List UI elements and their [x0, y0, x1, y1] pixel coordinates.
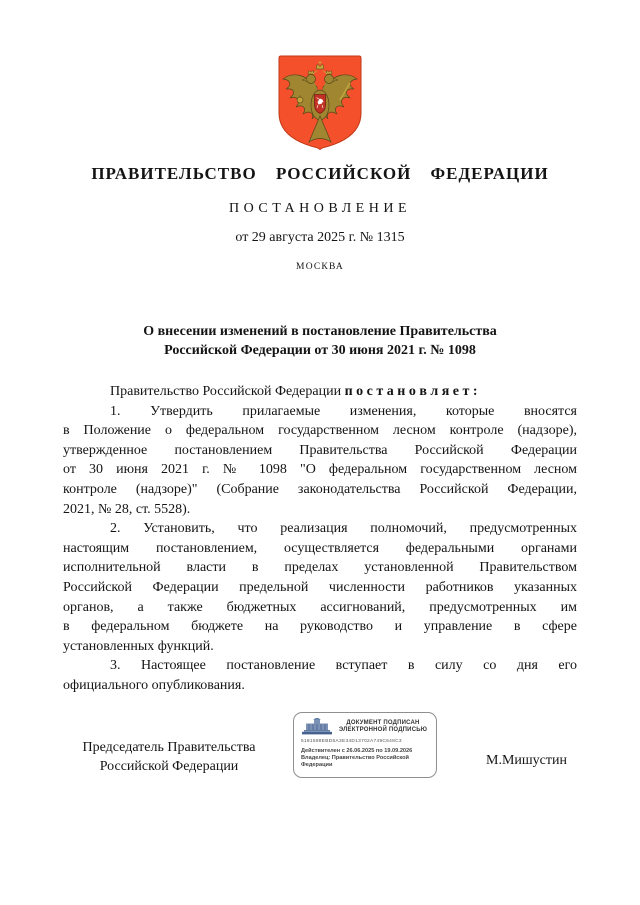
stamp-header: [301, 718, 429, 735]
text-line: ЭЛЕКТРОННОЙ ПОДПИСЬЮ: [338, 726, 428, 733]
text-line: исполнительной власти в пределах установленной Правительством: [63, 560, 577, 576]
stamp-title: [337, 720, 429, 734]
text-line: официального опубликования.: [63, 677, 245, 693]
text-line: органов, а также бюджетных ассигнований, предусмотренных им: [63, 599, 577, 615]
text-line: настоящим постановлением, осуществляется федеральными органами: [63, 540, 577, 556]
intro-emphasis-text: п о с т а н о в л я е т :: [344, 384, 478, 399]
text-line: контроле (надзоре)" (Собрание законодательства Российской Федерации,: [63, 481, 577, 497]
decree-title: [63, 322, 577, 360]
text-line: 2021, № 28, ст. 5528).: [63, 501, 191, 517]
organization-name: ПРАВИТЕЛЬСТВО РОССИЙСКОЙ ФЕДЕРАЦИИ: [91, 164, 549, 183]
text-line: Владелец: Правительство Российской: [301, 755, 409, 761]
decree-body: [63, 382, 577, 696]
text-line: Председатель Правительства: [82, 740, 256, 755]
text-line: 3. Настоящее постановление вступает в силу со дня его: [110, 658, 577, 674]
text-line: ДОКУМЕНТ ПОДПИСАН: [346, 719, 420, 726]
intro-lead-text: Правительство Российской Федерации: [110, 384, 345, 399]
text-line: в Положение о федеральном государственном лесном контроле (надзоре),: [63, 423, 577, 439]
russian-coat-of-arms-icon: [273, 53, 367, 151]
text-line: О внесении изменений в постановление Правительства: [143, 324, 497, 339]
text-line: 1. Утвердить прилагаемые изменения, которые вносятся: [110, 403, 577, 419]
paragraph-2: [63, 519, 577, 656]
text-line: Российской Федерации: [99, 758, 239, 774]
document-type-heading: ПОСТАНОВЛЕНИЕ: [228, 201, 412, 216]
signer-position: [63, 739, 275, 776]
city-label: МОСКВА: [296, 262, 344, 272]
stamp-owner: [301, 755, 429, 769]
government-building-icon: [301, 718, 333, 735]
date-and-number-line: от 29 августа 2025 г. № 1315: [235, 230, 405, 245]
text-line: 2. Установить, что реализация полномочий, предусмотренных: [110, 521, 577, 537]
text-line: Российской Федерации предельной численности работников указанных: [63, 579, 577, 595]
text-line: в федеральном бюджете на руководство и управление в сфере: [63, 619, 577, 635]
electronic-signature-stamp: [293, 712, 437, 778]
stamp-validity-period: Действителен с 26.06.2025 по 19.09.2026: [301, 747, 413, 754]
stamp-certificate-number: 5181588EBD5A3E34D13702A749C648C3: [301, 739, 402, 744]
signer-name: М.Мишустин: [486, 753, 567, 768]
intro-line: [63, 382, 577, 402]
text-line: Федерации: [301, 761, 333, 768]
text-line: установленных функций.: [63, 638, 214, 654]
text-line: от 30 июня 2021 г. № 1098 "О федеральном государственном лесном: [63, 462, 577, 478]
text-line: утвержденное постановлением Правительства Российской Федерации: [63, 442, 577, 458]
paragraph-3: [63, 656, 577, 695]
text-line: Российской Федерации от 30 июня 2021 г. № 1098: [164, 343, 476, 358]
paragraph-1: [63, 402, 577, 520]
